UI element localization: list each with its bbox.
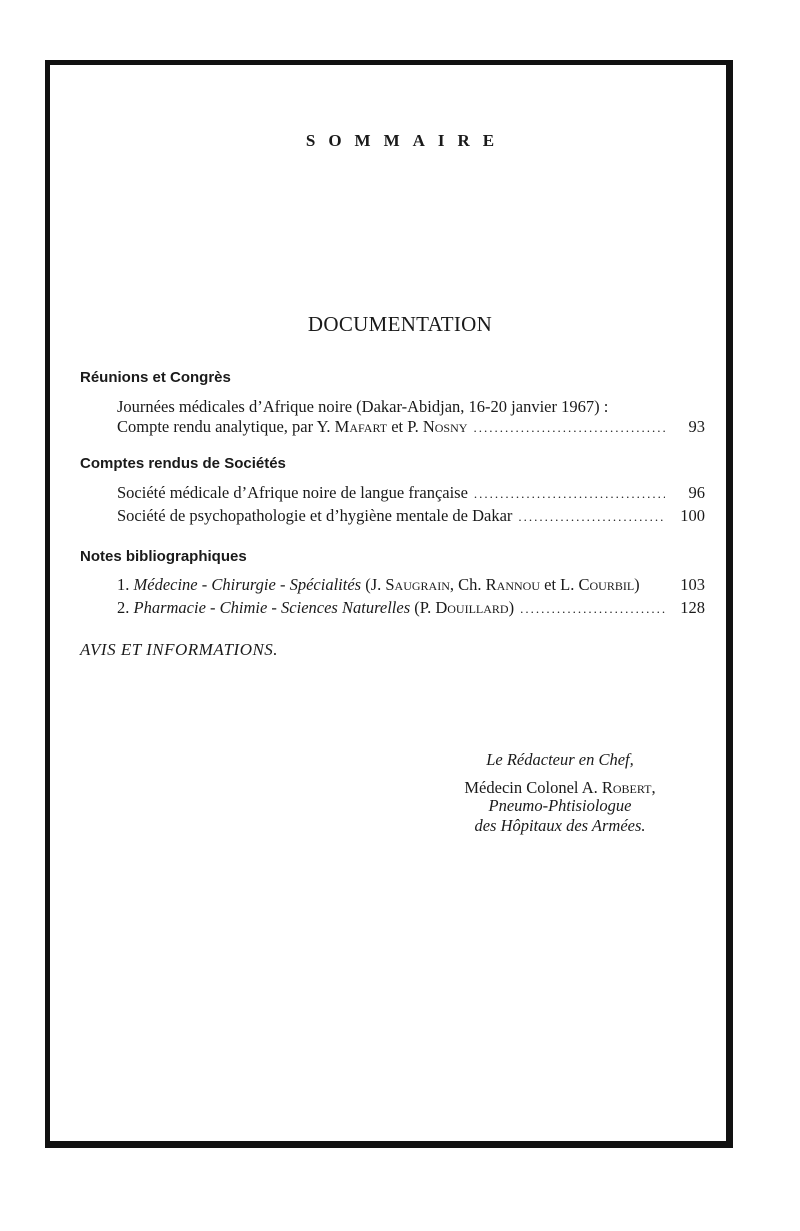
dot-leader [473, 418, 665, 438]
avis-informations[interactable]: AVIS ET INFORMATIONS. [80, 640, 279, 659]
dot-leader [474, 484, 665, 504]
toc-entry-line2: Compte rendu analytique, par Y. Mafart et P. Nosny ..... 93 [117, 417, 705, 438]
section-heading-comptes-rendus: Comptes rendus de Sociétés [80, 455, 286, 472]
author-name: Courbil [578, 575, 635, 594]
section-heading-notes: Notes bibliographiques [80, 548, 247, 565]
section-heading-reunions: Réunions et Congrès [80, 369, 231, 386]
page-number: 103 [680, 575, 705, 594]
toc-entry-pharmacie[interactable]: 2. Pharmacie - Chimie - Sciences Naturelles (P. Douillard) ..... 128 [117, 598, 705, 619]
author-name: Saugrain [385, 575, 450, 594]
author-name: Mafart [334, 417, 388, 436]
signature-role: Le Rédacteur en Chef, [486, 750, 634, 769]
signature-title-2: des Hôpitaux des Armées. [474, 816, 646, 835]
signature-name: Médecin Colonel A. Robert, [464, 778, 656, 797]
page-number: 96 [688, 483, 705, 502]
dot-leader [518, 507, 665, 527]
toc-entry-journees[interactable] [117, 397, 705, 438]
page-number: 128 [680, 598, 705, 617]
section-title: DOCUMENTATION [307, 312, 493, 336]
toc-entry-societe-psychopathologie[interactable]: Société de psychopathologie et d’hygiène mentale de Dakar ..... 100 [117, 506, 705, 527]
author-name: Douillard [435, 598, 509, 617]
dot-leader [520, 599, 665, 619]
toc-entry-line1: Journées médicales d’Afrique noire (Dakar-Abidjan, 16-20 janvier 1967) : [117, 397, 609, 416]
page-number: 93 [688, 417, 705, 436]
signature-title-1: Pneumo-Phtisiologue [488, 796, 632, 815]
page-heading: SOMMAIRE [305, 131, 508, 150]
toc-entry-medecine[interactable]: 1. Médecine - Chirurgie - Spécialités (J. Saugrain, Ch. Rannou et L. Courbil) 103 [117, 575, 705, 594]
author-name: Nosny [422, 417, 468, 436]
author-name: Rannou [485, 575, 540, 594]
toc-entry-societe-medicale[interactable]: Société médicale d’Afrique noire de langue française ..... 96 [117, 483, 705, 504]
page-number: 100 [680, 506, 705, 525]
